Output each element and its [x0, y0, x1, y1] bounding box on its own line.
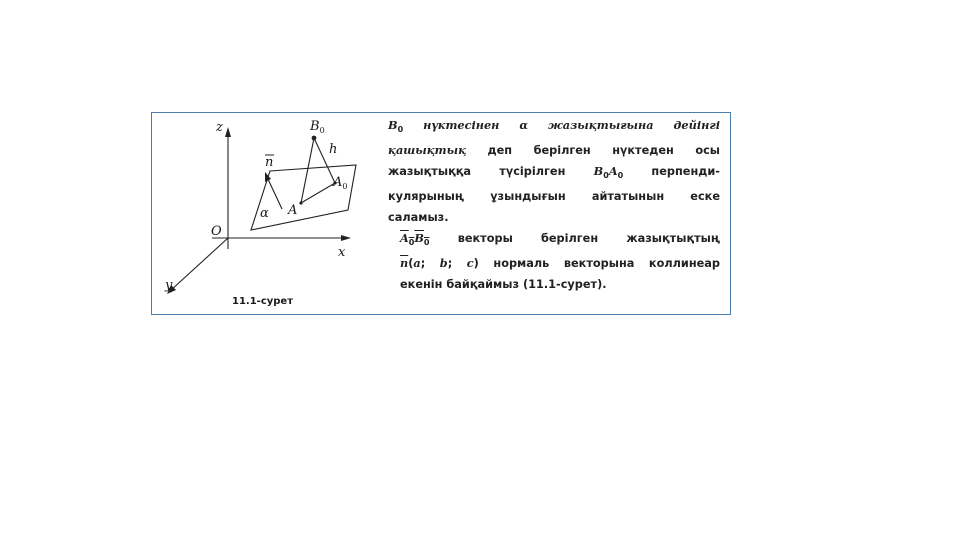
z-axis-arrow [225, 127, 231, 137]
p1-line-4: кулярының ұзындығын айтатынын еске [388, 190, 720, 203]
normal-vector-arrow [265, 172, 271, 182]
label-y: y [165, 278, 173, 293]
point-b0 [312, 136, 317, 141]
x-axis-arrow [341, 235, 351, 241]
label-alpha: α [260, 206, 269, 221]
label-z: z [216, 120, 223, 135]
geometry-diagram [152, 113, 392, 314]
textbook-excerpt-frame [151, 112, 731, 315]
label-a0: $A_0$ [333, 175, 348, 191]
p1-line-3: жазықтыққа түсірілген $B_0A_0$ перпенди- [388, 164, 720, 180]
point-a [299, 201, 302, 204]
label-a: A [288, 203, 298, 218]
paragraph-1 [388, 115, 720, 228]
p1-line-2: қашықтық деп берілген нүктеден осы [388, 143, 720, 157]
normal-vector [267, 177, 282, 209]
label-x: x [338, 245, 346, 260]
label-n: n [265, 155, 274, 170]
label-h: h [329, 142, 338, 157]
p2-line-2: $\overline{n}(a$; b; c) нормаль векторына коллинеар [400, 256, 721, 270]
p1-line-1: $B_0$ нүктесінен α жазықтығына дейінгі [388, 118, 720, 134]
p2-line-3: екенін байқаймыз (11.1-сурет). [400, 278, 607, 291]
segment-aa0 [301, 183, 335, 203]
vector-a0b0: $A_0B_0$ [400, 231, 430, 247]
label-origin: O [211, 224, 222, 239]
y-axis [170, 238, 228, 291]
figure-11-1 [152, 113, 392, 314]
p1-line-5: саламыз. [388, 211, 449, 224]
figure-caption: 11.1-сурет [232, 296, 294, 307]
segment-b0a [301, 138, 314, 203]
paragraph-2 [388, 228, 720, 295]
label-b0: $B_0$ [310, 119, 325, 135]
p2-line-1: $A_0B_0$ векторы берілген жазықтықтың [400, 231, 720, 247]
body-text [388, 115, 720, 295]
